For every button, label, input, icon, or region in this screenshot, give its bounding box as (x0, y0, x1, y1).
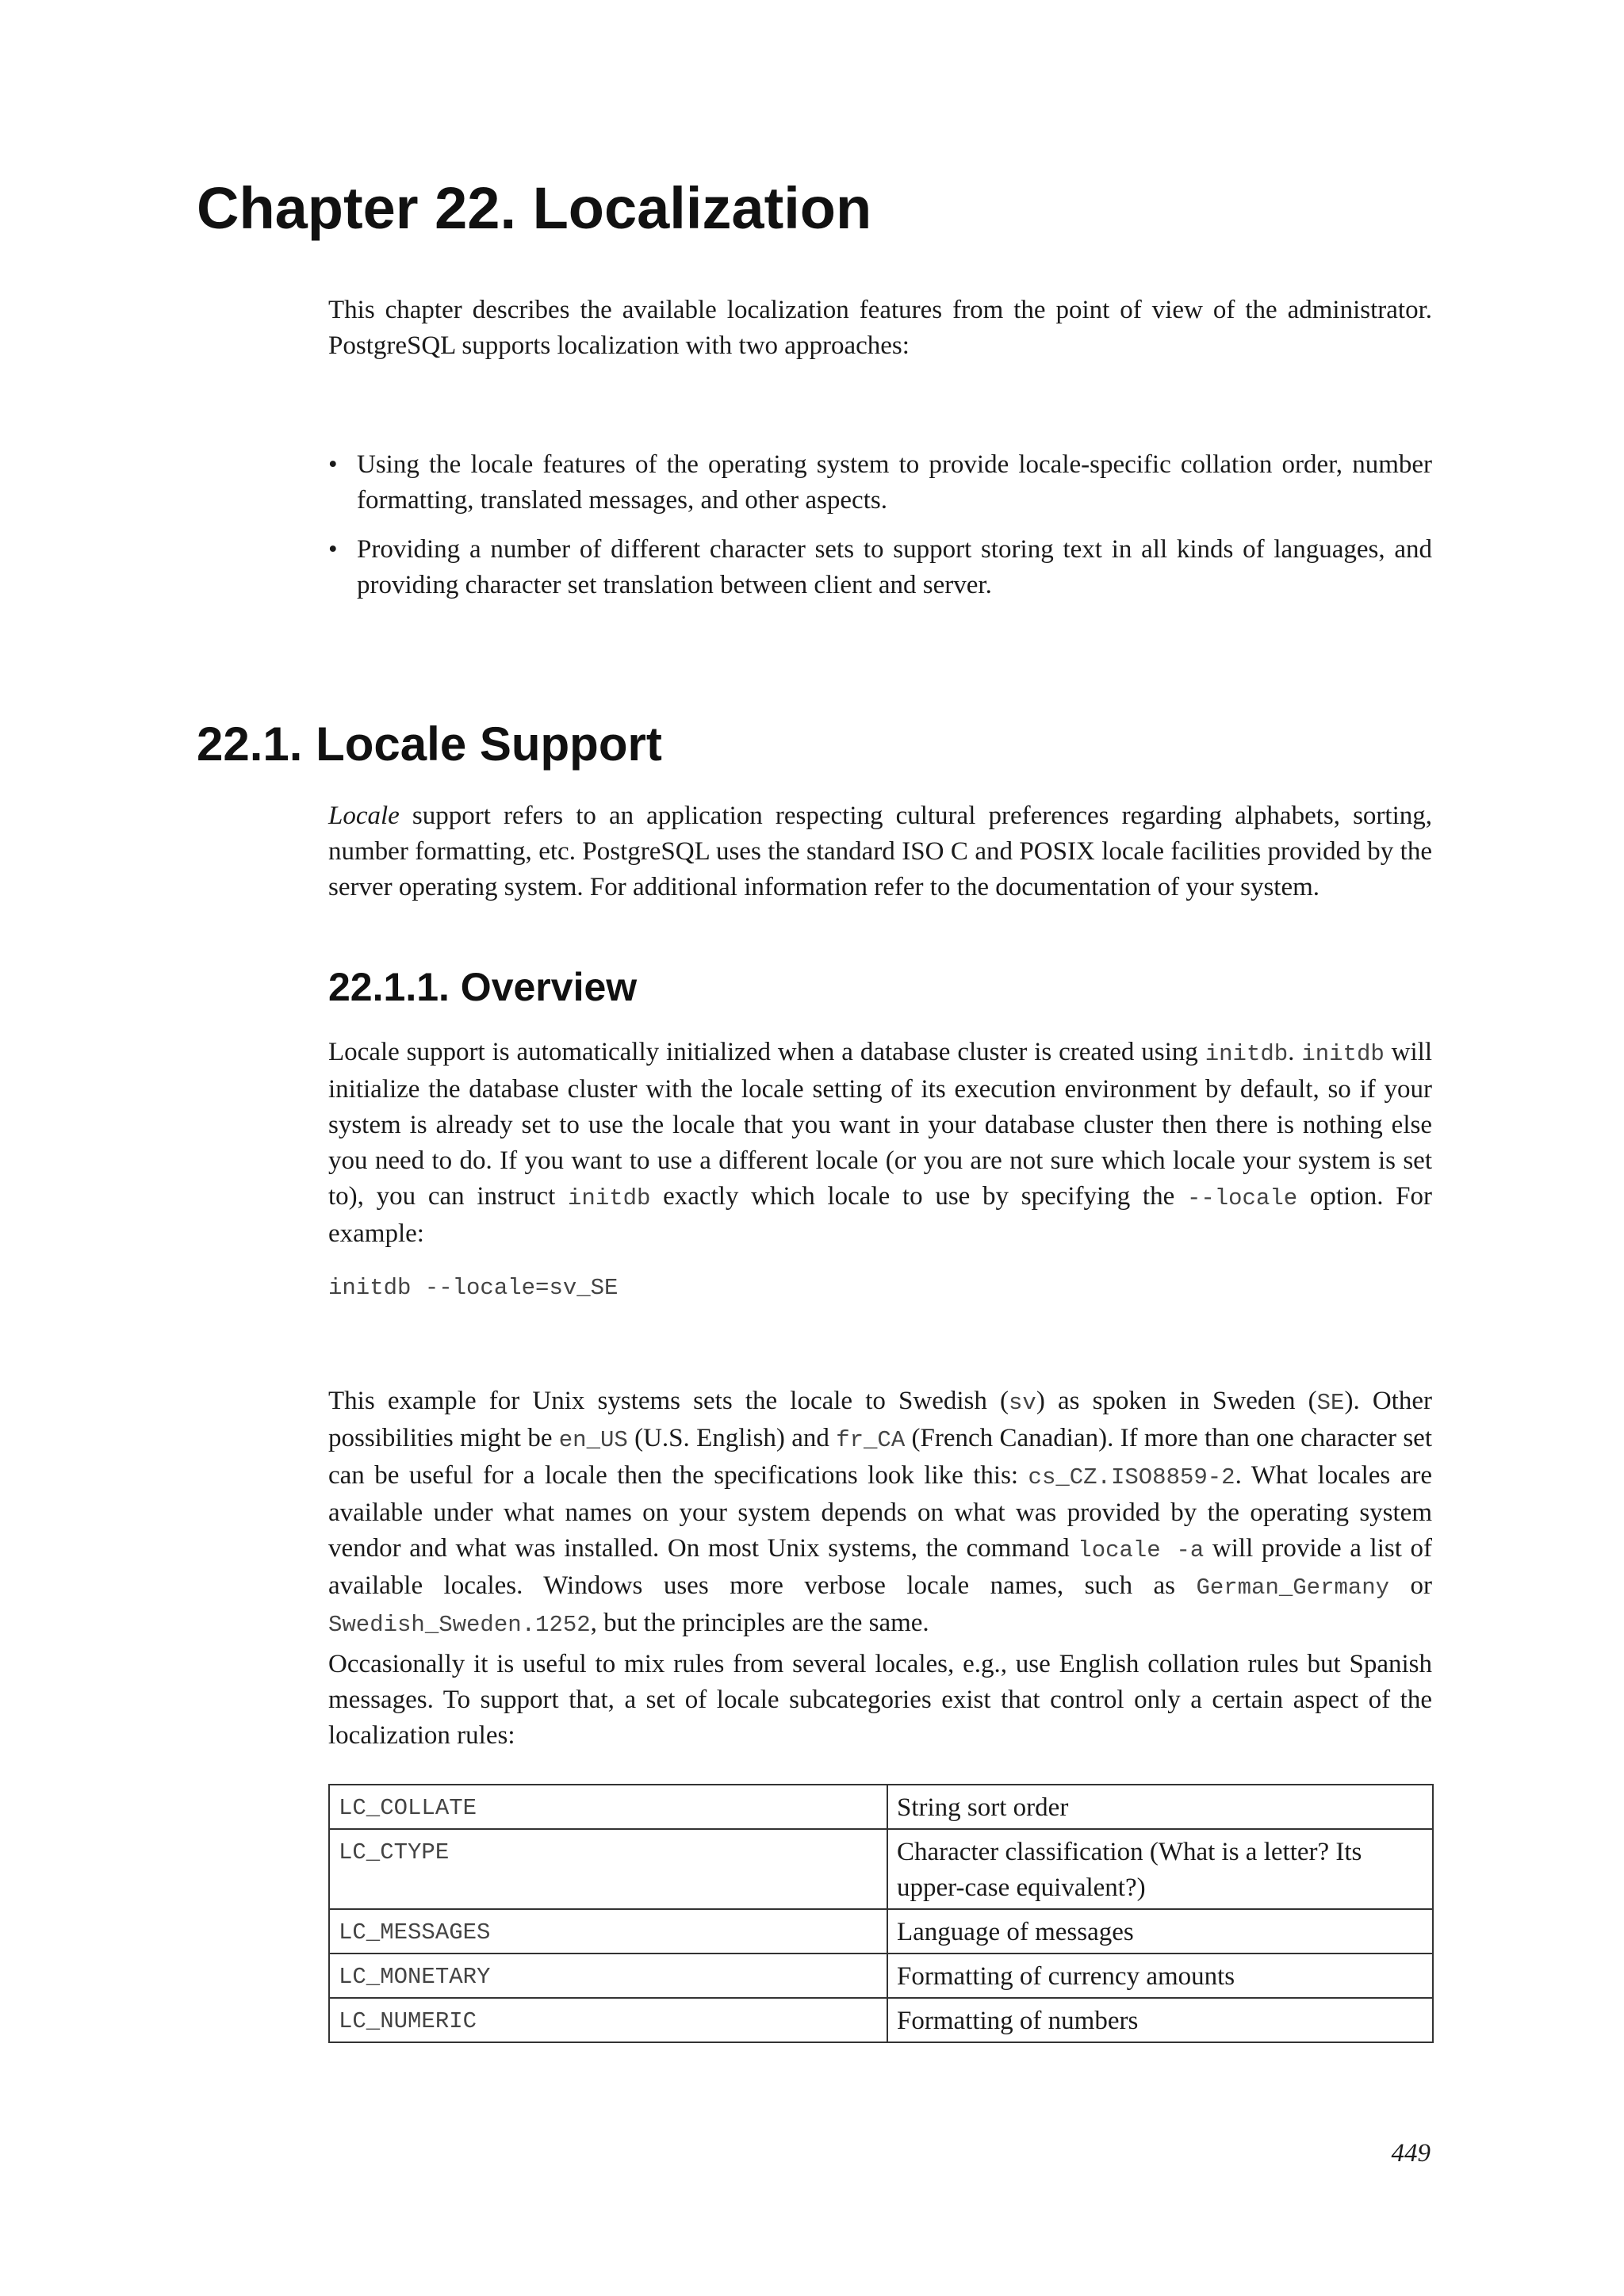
locale-term: Locale (328, 802, 400, 830)
overview-paragraph (328, 1035, 1432, 1252)
code-example: initdb --locale=sv_SE (328, 1275, 619, 1301)
overview-text: . (1288, 1038, 1302, 1066)
example-text: , but the principles are the same. (590, 1609, 929, 1637)
inline-code: initdb (1205, 1041, 1289, 1067)
category-name-cell: LC_NUMERIC (329, 1998, 887, 2042)
category-description-cell: Formatting of numbers (887, 1998, 1433, 2042)
section-title: 22.1. Locale Support (197, 718, 662, 771)
category-description-cell: String sort order (887, 1785, 1433, 1829)
list-item (328, 532, 1432, 603)
category-description-cell: Formatting of currency amounts (887, 1954, 1433, 1998)
overview-text: option. For example: (328, 1182, 1433, 1248)
locale-subcategories-table (328, 1784, 1434, 2043)
inline-code: SE (1316, 1390, 1345, 1416)
table-row (329, 1954, 1433, 1998)
inline-code: en_US (558, 1427, 628, 1453)
example-text: (French Canadian). If more than one character set can be useful for a locale then the specifications look like this: (328, 1424, 1432, 1490)
inline-code: --locale (1186, 1185, 1298, 1211)
inline-code: German_Germany (1196, 1575, 1390, 1601)
category-name-cell: LC_MESSAGES (329, 1909, 887, 1954)
inline-code: Swedish_Sweden.1252 (328, 1612, 591, 1638)
approaches-list (328, 447, 1432, 617)
example-text: ). Other possibilities might be (328, 1387, 1432, 1452)
inline-code: initdb (1301, 1041, 1385, 1067)
inline-code: cs_CZ.ISO8859-2 (1028, 1464, 1235, 1490)
overview-text: exactly which locale to use by specifying the (650, 1182, 1187, 1211)
category-name-cell: LC_MONETARY (329, 1954, 887, 1998)
table-row (329, 1829, 1433, 1909)
example-text: . What locales are available under what names on your system depends on what was provided by the operating system vendor and what was installed. On most Unix systems, the command (328, 1461, 1432, 1563)
example-text: This example for Unix systems sets the locale to Swedish ( (328, 1387, 1009, 1415)
locale-support-paragraph (328, 798, 1432, 905)
list-item (328, 447, 1432, 519)
inline-code: locale -a (1078, 1537, 1205, 1563)
inline-code: sv (1009, 1390, 1036, 1416)
list-item-text: Using the locale features of the operating system to provide locale-specific collation order, number formatting, translated messages, and other aspects. (357, 450, 1432, 515)
list-item-text: Providing a number of different character sets to support storing text in all kinds of languages, and providing character set translation between client and server. (357, 535, 1432, 599)
intro-paragraph (328, 293, 1432, 364)
bullet-icon: • (328, 535, 338, 564)
overview-text: will initialize the database cluster with the locale setting of its execution environment by default, so if your system is already set to use the locale that you want in your database cluster then there is nothing else you need to do. If you want to use a different locale (or you are not sure which locale your system is set to), you can instruct (328, 1038, 1432, 1211)
category-name-cell: LC_COLLATE (329, 1785, 887, 1829)
bullet-icon: • (328, 450, 338, 479)
example-paragraph (328, 1383, 1432, 1643)
page-number: 449 (1391, 2139, 1431, 2168)
table-row (329, 1785, 1433, 1829)
table-row (329, 1909, 1433, 1954)
subcategories-paragraph: Occasionally it is useful to mix rules from several locales, e.g., use English collation rules but Spanish messages. To support that, a set of locale subcategories exist that control only a certain aspect of the localization rules: (328, 1650, 1432, 1750)
inline-code: initdb (568, 1185, 651, 1211)
category-description-cell: Character classification (What is a letter? Its upper-case equivalent?) (887, 1829, 1433, 1909)
example-text: will provide a list of available locales. Windows uses more verbose locale names, such as (328, 1534, 1432, 1600)
subsection-title: 22.1.1. Overview (328, 965, 638, 1009)
intro-line-2: PostgreSQL supports localization with two approaches: (328, 331, 910, 360)
overview-text: Locale support is automatically initialized when a database cluster is created using (328, 1038, 1205, 1066)
chapter-title: Chapter 22. Localization (197, 175, 872, 241)
inline-code: fr_CA (836, 1427, 906, 1453)
example-text: (U.S. English) and (627, 1424, 837, 1452)
table-row (329, 1998, 1433, 2042)
locale-support-text: support refers to an application respecting cultural preferences regarding alphabets, sorting, number formatting, etc. PostgreSQL uses the standard ISO C and POSIX locale facilities provided by the server operating system. For additional information refer to the documentation of your system. (328, 802, 1432, 901)
intro-line-1: This chapter describes the available localization features from the point of view of the administrator. (328, 296, 1432, 324)
example-text: ) as spoken in Sweden ( (1036, 1387, 1317, 1415)
category-name-cell: LC_CTYPE (329, 1829, 887, 1909)
example-text: or (1389, 1571, 1432, 1600)
category-description-cell: Language of messages (887, 1909, 1433, 1954)
